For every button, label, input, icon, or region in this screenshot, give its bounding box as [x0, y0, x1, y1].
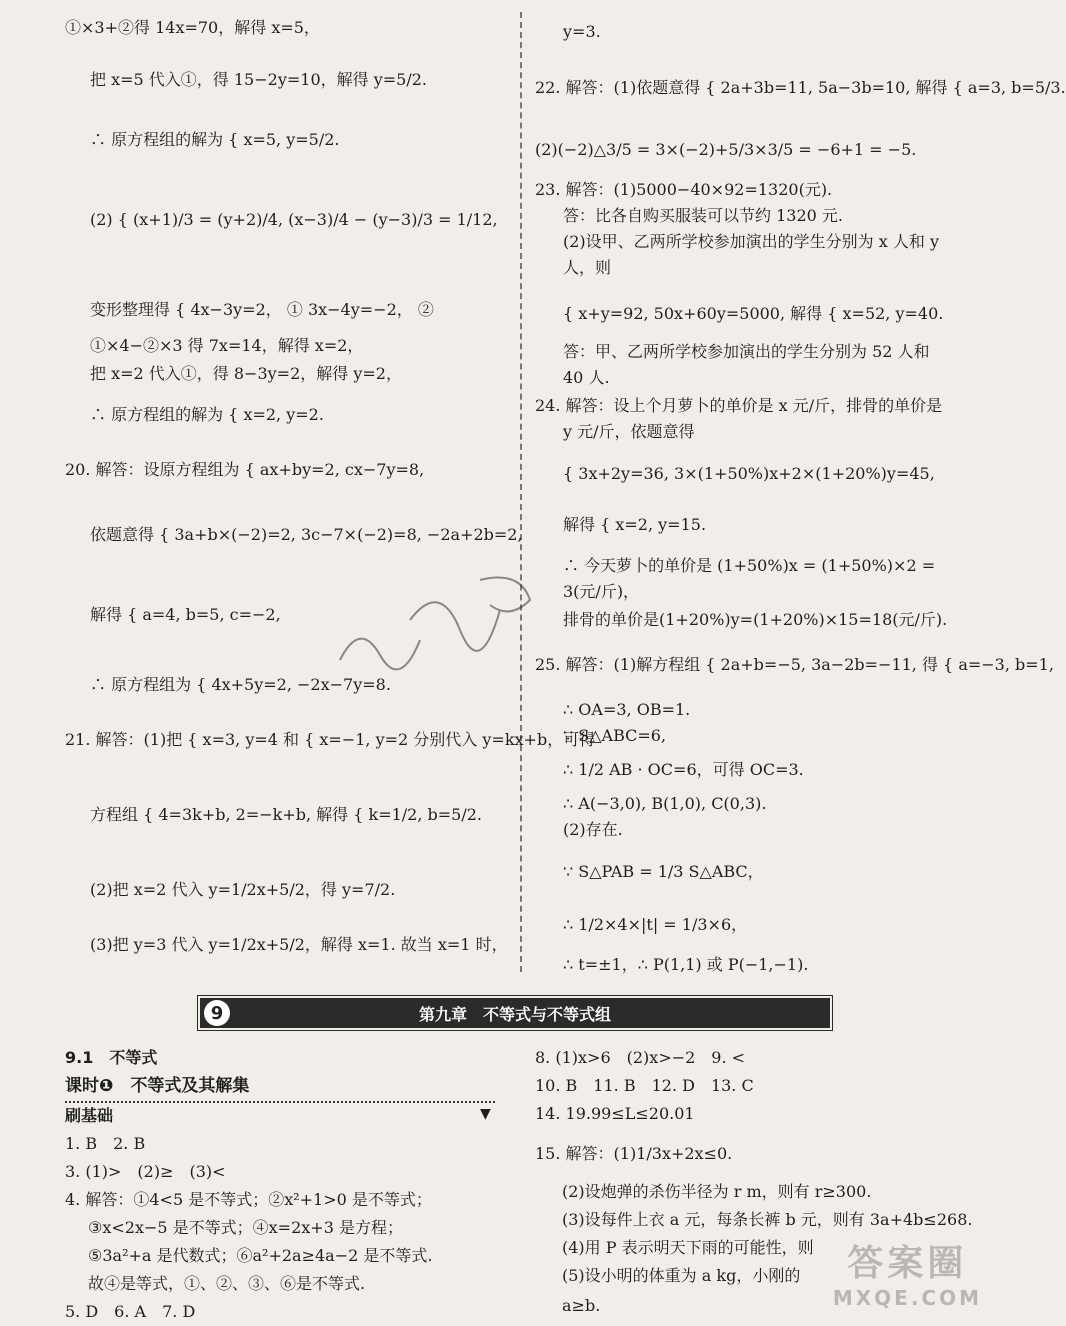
text-line: ∴ 1/2×4×|t| = 1/3×6， — [563, 915, 748, 934]
text-line: ⑤3a²+a 是代数式；⑥a²+2a≥4a−2 是不等式. — [88, 1246, 433, 1265]
chapter-number-icon: 9 — [204, 1000, 230, 1026]
text-line: ∴ OA=3, OB=1. — [563, 700, 691, 719]
lesson-title: 课时❶ 不等式及其解集 — [65, 1076, 250, 1096]
text-line: ∴ A(−3,0), B(1,0), C(0,3). — [563, 794, 767, 813]
text-line: ③x<2x−5 是不等式；④x=2x+3 是方程； — [88, 1218, 403, 1237]
text-line: 24. 解答：设上个月萝卜的单价是 x 元/斤，排骨的单价是 — [535, 396, 943, 415]
text-line: 15. 解答：(1)1/3x+2x≤0. — [535, 1144, 733, 1163]
chapter-header — [200, 998, 830, 1028]
watermark-url: MXQE.COM — [832, 1286, 982, 1310]
text-line: { 3x+2y=36, 3×(1+50%)x+2×(1+20%)y=45, — [563, 464, 935, 483]
text-line: 把 x=2 代入①，得 8−3y=2，解得 y=2， — [90, 364, 402, 383]
text-line: (2)存在. — [563, 820, 623, 839]
text-line: 14. 19.99≤L≤20.01 — [535, 1104, 695, 1123]
right-column — [525, 0, 1066, 1000]
text-line: ∵ S△PAB = 1/3 S△ABC， — [563, 862, 764, 881]
text-line: ∴ 原方程组的解为 { x=2, y=2. — [90, 405, 324, 424]
text-line: 5. D 6. A 7. D — [65, 1302, 196, 1321]
text-line: (4)用 P 表示明天下雨的可能性，则 — [562, 1238, 814, 1257]
text-line: (2)设炮弹的杀伤半径为 r m，则有 r≥300. — [562, 1182, 872, 1201]
text-line: a≥b. — [562, 1296, 601, 1315]
text-line: 10. B 11. B 12. D 13. C — [535, 1076, 754, 1095]
text-line: (3)设每件上衣 a 元，每条长裤 b 元，则有 3a+4b≤268. — [562, 1210, 973, 1229]
text-line: 排骨的单价是(1+20%)y=(1+20%)×15=18(元/斤). — [563, 610, 948, 629]
text-line: 8. (1)x>6 (2)x>−2 9. < — [535, 1048, 746, 1067]
watermark-logo: 答案圈 — [847, 1243, 968, 1284]
text-line: (2)设甲、乙两所学校参加演出的学生分别为 x 人和 y — [563, 232, 939, 251]
chapter-title: 第九章 不等式与不等式组 — [418, 1004, 611, 1024]
column-divider — [520, 12, 522, 972]
text-line: 1. B 2. B — [65, 1134, 146, 1153]
text-line: 把 x=5 代入①，得 15−2y=10，解得 y=5/2. — [90, 70, 427, 89]
text-line: 变形整理得 { 4x−3y=2， ① 3x−4y=−2， ② — [90, 300, 434, 319]
text-line: 3. (1)> (2)≥ (3)< — [65, 1162, 226, 1181]
text-line: 4. 解答：①4<5 是不等式；②x²+1>0 是不等式； — [65, 1190, 432, 1209]
text-line: ∴ 原方程组为 { 4x+5y=2, −2x−7y=8. — [90, 675, 391, 694]
text-line: y=3. — [563, 22, 601, 41]
text-line: 答：比各自购买服装可以节约 1320 元. — [563, 206, 843, 225]
text-line: ∵ S△ABC=6, — [563, 726, 667, 745]
text-line: 答：甲、乙两所学校参加演出的学生分别为 52 人和 — [563, 342, 930, 361]
text-line: 依题意得 { 3a+b×(−2)=2, 3c−7×(−2)=8, −2a+2b=2, — [90, 525, 523, 544]
text-line: 人，则 — [563, 258, 612, 277]
section-title: 9.1 不等式 — [65, 1048, 158, 1067]
text-line: 解得 { a=4, b=5, c=−2, — [90, 605, 281, 624]
text-line: 3(元/斤)， — [563, 582, 640, 601]
text-line: (3)把 y=3 代入 y=1/2x+5/2，解得 x=1. 故当 x=1 时， — [90, 935, 508, 954]
text-line: 25. 解答：(1)解方程组 { 2a+b=−5, 3a−2b=−11, 得 { a=−3, b=1, — [535, 655, 1054, 674]
text-line: 22. 解答：(1)依题意得 { 2a+3b=11, 5a−3b=10, 解得 { a=3, b=5/3. — [535, 78, 1066, 97]
text-line: ∴ 1/2 AB · OC=6，可得 OC=3. — [563, 760, 804, 779]
text-line: 23. 解答：(1)5000−40×92=1320(元). — [535, 180, 833, 199]
text-line: (2)把 x=2 代入 y=1/2x+5/2，得 y=7/2. — [90, 880, 396, 899]
text-line: (2)(−2)△3/5 = 3×(−2)+5/3×3/5 = −6+1 = −5. — [535, 140, 917, 159]
text-line: ∴ 原方程组的解为 { x=5, y=5/2. — [90, 130, 340, 149]
text-line: 解得 { x=2, y=15. — [563, 515, 707, 534]
text-line: ①×4−②×3 得 7x=14，解得 x=2， — [90, 336, 364, 355]
text-line: (2) { (x+1)/3 = (y+2)/4, (x−3)/4 − (y−3)/3 = 1/12, — [90, 210, 498, 229]
text-line: y 元/斤，依题意得 — [563, 422, 695, 441]
text-line: ∴ 今天萝卜的单价是 (1+50%)x = (1+50%)×2 = — [563, 556, 936, 575]
text-line: ①×3+②得 14x=70，解得 x=5， — [65, 18, 320, 37]
practice-label: 刷基础 — [65, 1106, 114, 1125]
text-line: (5)设小明的体重为 a kg，小刚的 — [562, 1266, 801, 1285]
text-line: 20. 解答：设原方程组为 { ax+by=2, cx−7y=8, — [65, 460, 425, 479]
text-line: 方程组 { 4=3k+b, 2=−k+b, 解得 { k=1/2, b=5/2. — [90, 805, 483, 824]
text-line: 40 人. — [563, 368, 610, 387]
watermark — [833, 1235, 982, 1310]
triangle-down-icon: ▼ — [480, 1106, 491, 1122]
section-rule — [65, 1101, 495, 1103]
text-line: { x+y=92, 50x+60y=5000, 解得 { x=52, y=40. — [563, 304, 944, 323]
text-line: 21. 解答：(1)把 { x=3, y=4 和 { x=−1, y=2 分别代入 y=kx+b，可得 — [65, 730, 596, 749]
handwriting-mark — [330, 560, 550, 690]
text-line: ∴ t=±1，∴ P(1,1) 或 P(−1,−1). — [563, 955, 809, 974]
text-line: 故④是等式，①、②、③、⑥是不等式. — [88, 1274, 366, 1293]
